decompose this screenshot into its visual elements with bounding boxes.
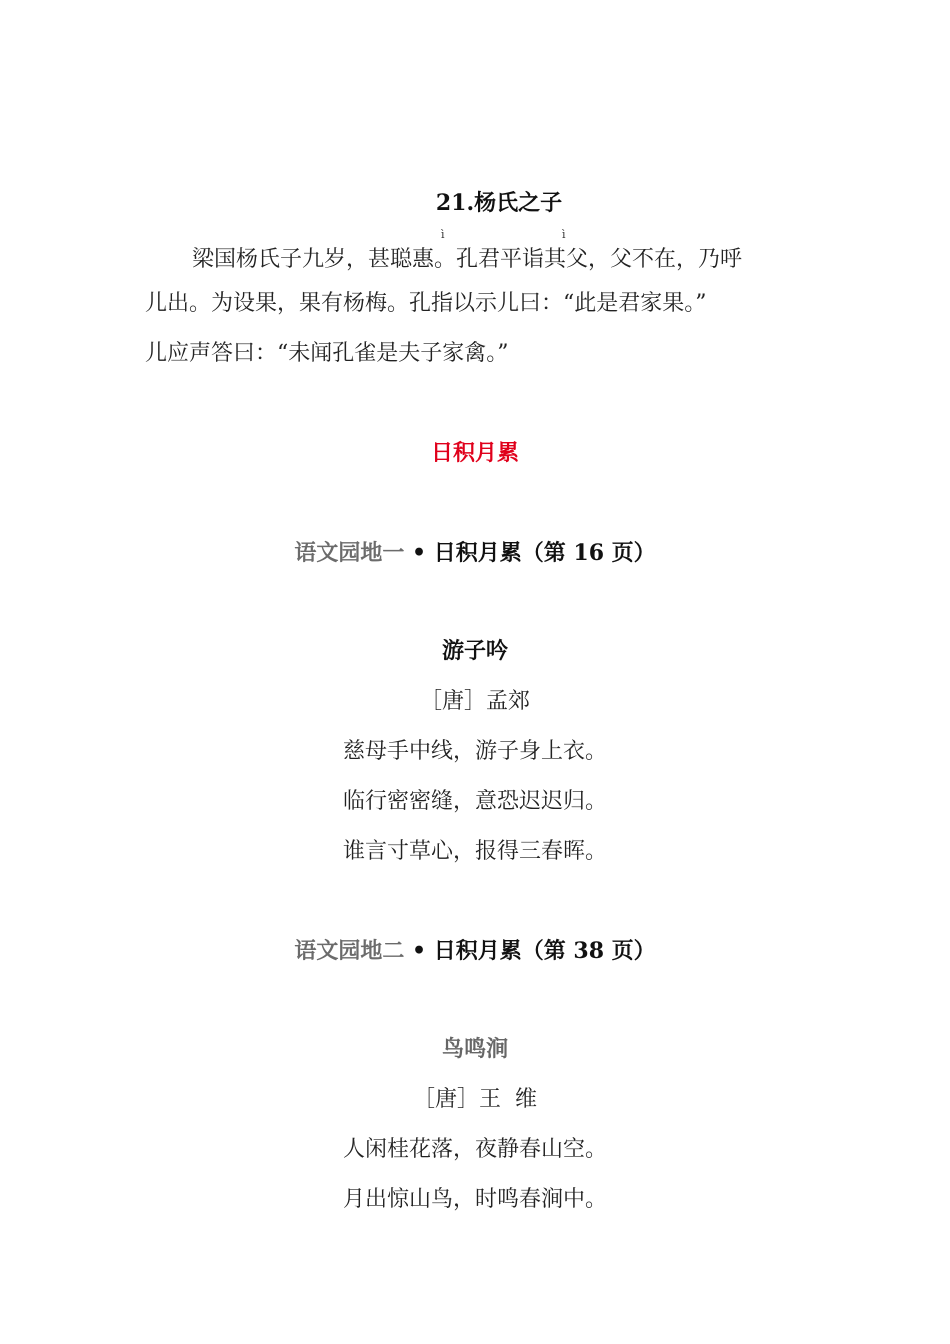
story-paragraph-line: 儿应声答曰：“未闻孔雀是夫子家禽。”	[145, 341, 509, 366]
bullet: •	[412, 540, 427, 566]
unit-heading-prefix: 语文园地一	[294, 540, 405, 566]
unit-heading-suffix: 日积月累（第 16 页）	[433, 540, 656, 566]
unit-heading	[0, 934, 950, 965]
poem-title: 鸟鸣涧	[441, 1036, 508, 1062]
unit-heading	[0, 536, 950, 567]
unit-heading-suffix: 日积月累（第 38 页）	[433, 938, 656, 964]
section-title: 日积月累	[430, 440, 519, 466]
poem-author: ［唐］王 维	[413, 1087, 537, 1112]
bullet: •	[412, 938, 427, 964]
tone-mark: ì	[441, 228, 445, 241]
poem-line: 谁言寸草心，报得三春晖。	[342, 839, 607, 864]
unit-heading-prefix: 语文园地二	[294, 938, 405, 964]
story-title: 21.杨氏之子	[435, 190, 563, 216]
poem-title: 游子吟	[441, 638, 508, 664]
story-paragraph-line: 儿出。为设果，果有杨梅。孔指以示儿曰：“此是君家果。”	[145, 291, 707, 316]
story-paragraph-line: 梁国杨氏子九岁，甚聪惠。孔君平诣其父，父不在，乃呼	[192, 247, 743, 272]
poem-line: 慈母手中线，游子身上衣。	[342, 739, 607, 764]
poem-author: ［唐］孟郊	[419, 689, 530, 714]
poem-line: 月出惊山鸟，时鸣春涧中。	[342, 1187, 607, 1212]
poem-line: 临行密密缝，意恐迟迟归。	[342, 789, 607, 814]
poem-line: 人闲桂花落，夜静春山空。	[342, 1137, 607, 1162]
tone-mark: ì	[562, 228, 566, 241]
